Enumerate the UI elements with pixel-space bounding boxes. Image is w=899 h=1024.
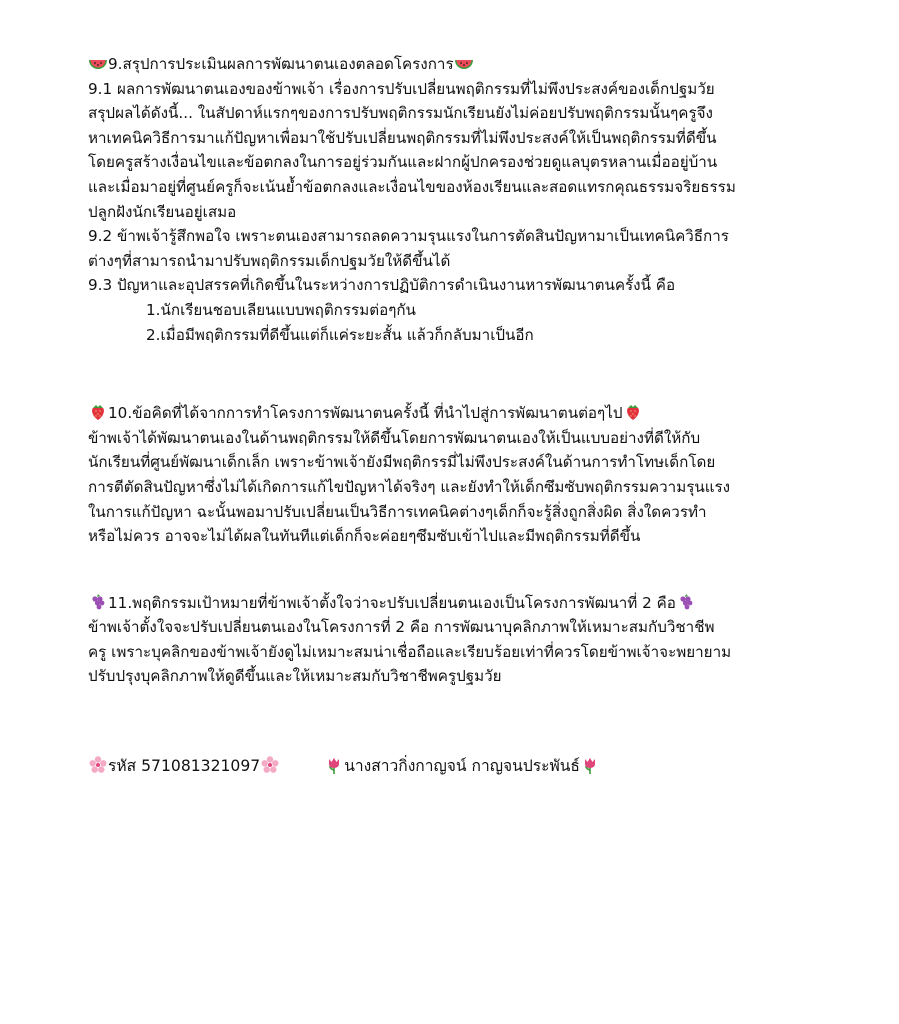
section-11 (88, 591, 818, 689)
grapes-icon (676, 592, 696, 612)
watermelon-icon (454, 53, 474, 73)
paragraph-line: ปลูกฝังนักเรียนอยู่เสมอ (88, 202, 237, 221)
paragraph-line: ในการแก้ปัญหา ฉะนั้นพอมาปรับเปลี่ยนเป็นวิธีการเทคนิคต่างๆเด็กก็จะรู้สิ่งถูกสิ่งผิด สิ่งใดควรทำ (88, 502, 707, 521)
paragraph-line: นักเรียนที่ศูนย์พัฒนาเด็กเล็ก เพราะข้าพเจ้ายังมีพฤติกรรมี่ไม่พึงประสงค์ในด้านการทำโทษเด็กโดย (88, 453, 716, 472)
signature-name-group (324, 757, 600, 775)
spacer (88, 689, 818, 753)
paragraph-line: โดยครูสร้างเงื่อนไขและข้อตกลงในการอยู่ร่วมกันและฝากผู้ปกครองช่วยดูแลบุตรหลานเมื่ออยู่บ้าน (88, 153, 718, 172)
spacer (88, 549, 818, 591)
tulip-icon (324, 755, 344, 775)
student-name: นางสาวกิ่งกาญจน์ กาญจนประพันธ์ (344, 757, 580, 776)
signature-line (88, 753, 818, 779)
document-page (88, 52, 818, 779)
watermelon-icon (88, 53, 108, 73)
paragraph-line: ต่างๆที่สามารถนำมาปรับพฤติกรรมเด็กปฐมวัยให้ดีขึ้นได้ (88, 251, 451, 270)
list-item: 1.นักเรียนชอบเลียนแบบพฤติกรรมต่อๆกัน (146, 300, 416, 319)
strawberry-icon (88, 402, 108, 422)
paragraph-line: หรือไม่ควร อาจจะไม่ได้ผลในทันทีแต่เด็กก็จะค่อยๆซึมซับเข้าไปและมีพฤติกรรมที่ดีขึ้น (88, 527, 641, 546)
paragraph-line: การตีตัดสินปัญหาซึ่งไม่ได้เกิดการแก้ไขปัญหาได้จริงๆ และยังทำให้เด็กซึมซับพฤติกรรมความรุนแรง (88, 477, 731, 496)
paragraph-line: ปรับปรุงบุคลิกภาพให้ดูดีขึ้นและให้เหมาะสมกับวิชาชีพครูปฐมวัย (88, 667, 502, 686)
section-10-heading (88, 401, 818, 426)
paragraph-line: ข้าพเจ้าตั้งใจจะปรับเปลี่ยนตนเองในโครงการที่ 2 คือ การพัฒนาบุคลิกภาพให้เหมาะสมกับวิชาชีพ (88, 618, 715, 637)
paragraph-line: ครู เพราะบุคลิกของข้าพเจ้ายังดูไม่เหมาะสมน่าเชื่อถือและเรียบร้อยเท่าที่ควรโดยข้าพเจ้าจะพยายาม (88, 642, 732, 661)
grapes-icon (88, 592, 108, 612)
paragraph-line: 9.2 ข้าพเจ้ารู้สึกพอใจ เพราะตนเองสามารถลดความรุนแรงในการตัดสินปัญหามาเป็นเทคนิควิธีการ (88, 227, 729, 246)
list-item: 2.เมื่อมีพฤติกรรมที่ดีขึ้นแต่ก็แค่ระยะสั้น แล้วก็กลับมาเป็นอีก (146, 325, 534, 344)
section-10-heading-text: 10.ข้อคิดที่ได้จากการทำโครงการพัฒนาตนครั้งนี้ ที่นำไปสู่การพัฒนาตนต่อๆไป (108, 404, 623, 423)
paragraph-line: และเมื่อมาอยู่ที่ศูนย์ครูก็จะเน้นย้ำข้อตกลงและเงื่อนไขของห้องเรียนและสอดแทรกคุณธรรมจริยธรรม (88, 177, 736, 196)
strawberry-icon (623, 402, 643, 422)
section-9 (88, 52, 818, 347)
cherry-blossom-icon (260, 755, 280, 775)
paragraph-line: 9.3 ปัญหาและอุปสรรคที่เกิดขึ้นในระหว่างการปฏิบัติการดำเนินงานหารพัฒนาตนครั้งนี้ คือ (88, 276, 676, 295)
paragraph-line: 9.1 ผลการพัฒนาตนเองของข้าพเจ้า เรื่องการปรับเปลี่ยนพฤติกรรมที่ไม่พึงประสงค์ของเด็กปฐมวัย (88, 79, 715, 98)
section-9-heading-text: 9.สรุปการประเมินผลการพัฒนาตนเองตลอดโครงการ (108, 55, 454, 73)
spacer (88, 347, 818, 401)
tulip-icon (580, 755, 600, 775)
section-9-heading (88, 52, 818, 77)
section-10 (88, 401, 818, 549)
paragraph-line: หาเทคนิควิธีการมาแก้ปัญหาเพื่อมาใช้ปรับเปลี่ยนพฤติกรรมที่ไม่พึงประสงค์ให้เป็นพฤติกรรมที่ดีขึ้น (88, 128, 717, 147)
paragraph-line: ข้าพเจ้าได้พัฒนาตนเองในด้านพฤติกรรมให้ดีขึ้นโดยการพัฒนาตนเองให้เป็นแบบอย่างที่ดีให้กับ (88, 428, 701, 447)
cherry-blossom-icon (88, 755, 108, 775)
section-11-heading (88, 591, 818, 616)
paragraph-line: สรุปผลได้ดังนี้... ในสัปดาห์แรกๆของการปรับพฤติกรรมนักเรียนยังไม่ค่อยปรับพฤติกรรมนั้นๆครูจึง (88, 104, 713, 123)
section-11-heading-text: 11.พฤติกรรมเป้าหมายที่ข้าพเจ้าตั้งใจว่าจะปรับเปลี่ยนตนเองเป็นโครงการพัฒนาที่ 2 คือ (108, 593, 676, 612)
student-id: รหัส 571081321097 (108, 757, 261, 776)
